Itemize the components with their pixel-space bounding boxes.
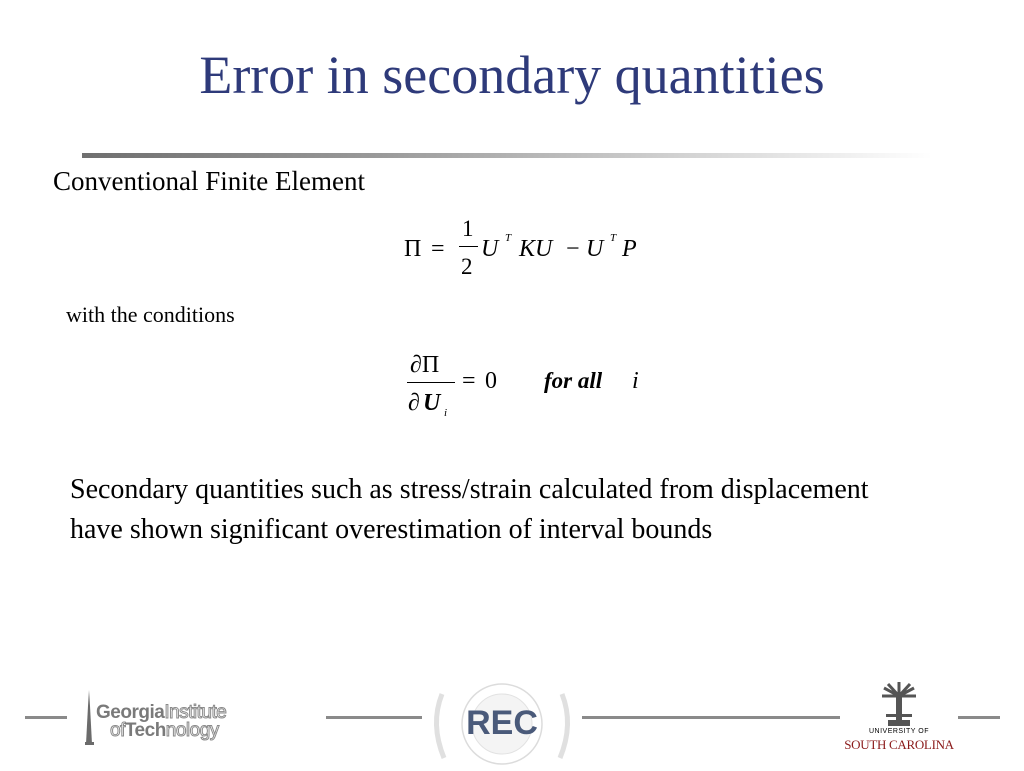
gt-of-text: of — [110, 720, 125, 741]
partial-denominator: ∂ — [408, 390, 420, 416]
gt-logo-line2 — [110, 720, 219, 742]
partial-pi-numerator: ∂Π — [410, 352, 440, 378]
pi-symbol: Π — [404, 236, 422, 262]
transpose-superscript-2: T — [610, 232, 617, 244]
section-heading: Conventional Finite Element — [53, 166, 365, 196]
gt-institute-text: Institute — [164, 702, 227, 723]
condition-fraction-bar — [407, 382, 455, 383]
fraction-bar — [459, 246, 478, 247]
condition-equals: = — [462, 368, 476, 394]
transpose-superscript-1: T — [505, 232, 512, 244]
rec-logo — [424, 682, 580, 766]
gt-tech-text: Tech — [124, 720, 166, 741]
gt-nology-text: nology — [165, 720, 219, 741]
p-symbol: P — [622, 236, 637, 262]
index-subscript: i — [444, 407, 448, 419]
zero-value: 0 — [485, 368, 497, 394]
minus-sign: − — [566, 236, 580, 262]
ku-term: KU — [519, 236, 553, 262]
fraction-denominator: 2 — [461, 254, 473, 279]
palmetto-tree-icon — [834, 682, 964, 728]
sc-university-of-text: UNIVERSITY OF — [868, 728, 930, 735]
slide-title: Error in secondary quantities — [199, 45, 825, 105]
title-divider — [82, 153, 932, 158]
footer-line-mid-left — [326, 716, 422, 719]
fraction-numerator: 1 — [462, 216, 474, 241]
rec-logo-text: REC — [466, 704, 538, 742]
equals-sign: = — [431, 236, 445, 262]
for-all-text: for all — [544, 368, 603, 393]
footer-line-mid-right — [582, 716, 840, 719]
index-i: i — [632, 368, 639, 394]
u-symbol-1: U — [481, 236, 499, 262]
footer-line-right — [958, 716, 1000, 719]
gt-georgia-text: Georgia — [96, 702, 165, 723]
georgia-tech-logo — [78, 686, 328, 746]
footer-line-left — [25, 716, 67, 719]
sc-south-carolina-text: SOUTH CAROLINA — [844, 737, 954, 752]
conditions-label: with the conditions — [66, 302, 235, 327]
body-paragraph: Secondary quantities such as stress/strain calculated from displacement have shown significant overestimation of interval bounds — [70, 474, 869, 545]
u-denominator: U — [423, 390, 441, 416]
u-symbol-2: U — [586, 236, 604, 262]
south-carolina-logo — [834, 682, 964, 754]
